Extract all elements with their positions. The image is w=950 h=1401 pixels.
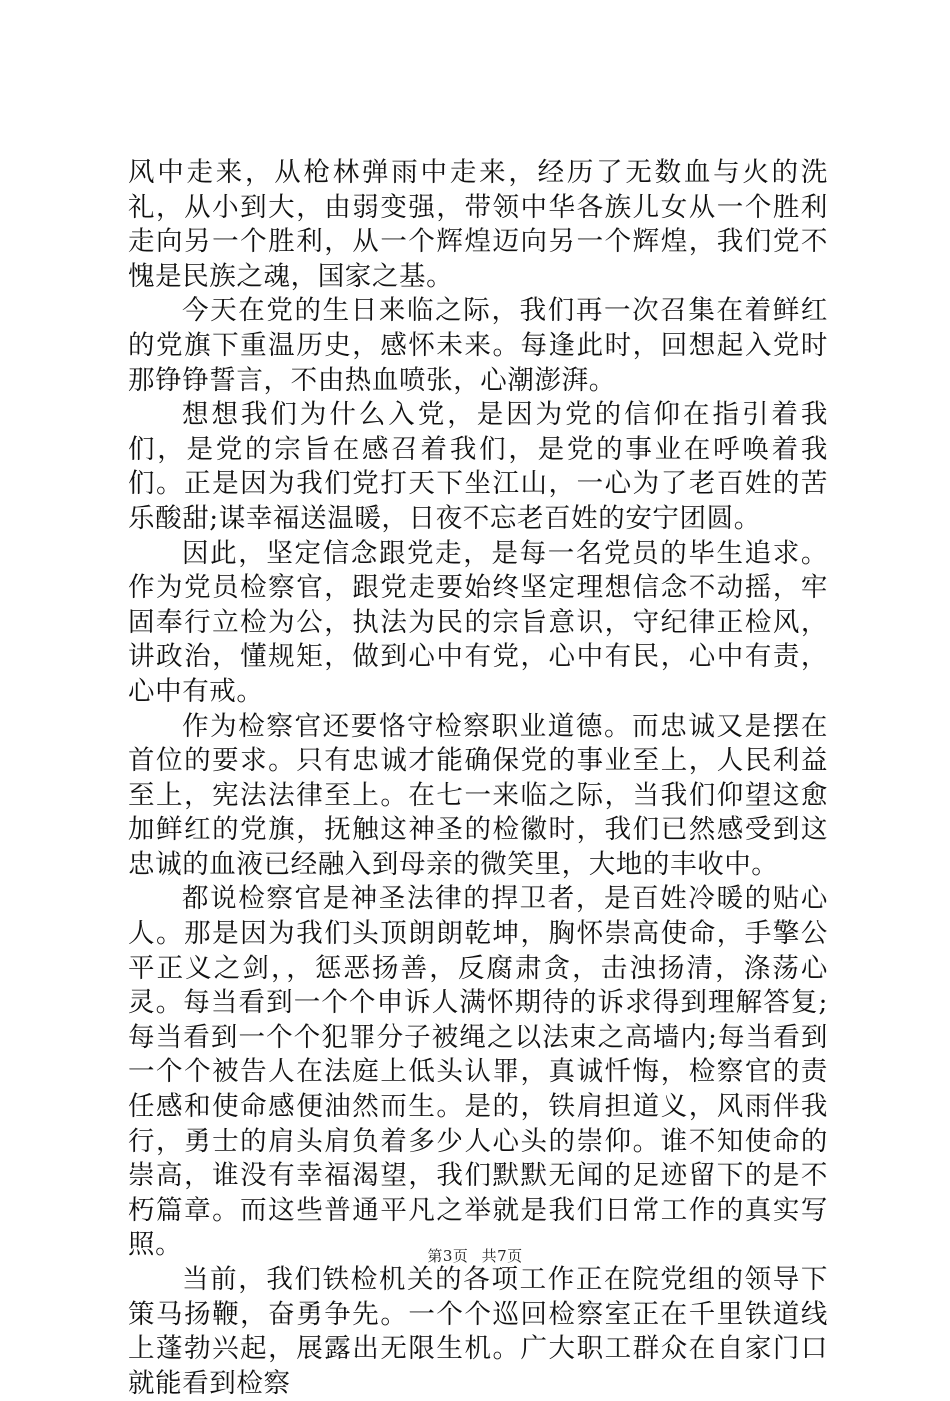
paragraph: 都说检察官是神圣法律的捍卫者，是百姓冷暖的贴心人。那是因为我们头顶朗朗乾坤，胸怀崇高使命，手擎公平正义之剑，，惩恶扬善，反腐肃贪，击浊扬清，涤荡心灵。每当看到一个个申诉人满怀期待的诉求得到理解答复;每当看到一个个犯罪分子被绳之以法束之高墙内;每当看到一个个被告人在法庭上低头认罪，真诚忏悔，检察官的责任感和使命感便油然而生。是的，铁肩担道义，风雨伴我行，勇士的肩头肩负着多少人心头的崇仰。谁不知使命的崇高，谁没有幸福渴望，我们默默无闻的足迹留下的是不朽篇章。而这些普通平凡之举就是我们日常工作的真实写照。 bbox=[128, 883, 828, 1261]
page-footer bbox=[0, 1245, 950, 1266]
paragraph: 因此，坚定信念跟党走，是每一名党员的毕生追求。作为党员检察官，跟党走要始终坚定理想信念不动摇，牢固奉行立检为公，执法为民的宗旨意识，守纪律正检风，讲政治，懂规矩，做到心中有党，心中有民，心中有责，心中有戒。 bbox=[128, 537, 828, 707]
paragraph: 今天在党的生日来临之际，我们再一次召集在着鲜红的党旗下重温历史，感怀未来。每逢此时，回想起入党时那铮铮誓言，不由热血喷张，心潮澎湃。 bbox=[128, 295, 828, 396]
page-total: 共7页 bbox=[481, 1247, 523, 1265]
paragraph: 当前，我们铁检机关的各项工作正在院党组的领导下策马扬鞭，奋勇争先。一个个巡回检察室正在千里铁道线上蓬勃兴起，展露出无限生机。广大职工群众在自家门口就能看到检察 bbox=[128, 1264, 828, 1399]
page-number: 第3页 bbox=[427, 1247, 469, 1265]
paragraph: 想想我们为什么入党，是因为党的信仰在指引着我们，是党的宗旨在感召着我们，是党的事业在呼唤着我们。正是因为我们党打天下坐江山，一心为了老百姓的苦乐酸甜;谋幸福送温暖，日夜不忘老百姓的安宁团圆。 bbox=[128, 399, 828, 534]
paragraph: 风中走来，从枪林弹雨中走来，经历了无数血与火的洗礼，从小到大，由弱变强，带领中华各族儿女从一个胜利走向另一个胜利，从一个辉煌迈向另一个辉煌，我们党不愧是民族之魂，国家之基。 bbox=[128, 157, 828, 292]
document-body bbox=[128, 156, 828, 1401]
paragraph: 作为检察官还要恪守检察职业道德。而忠诚又是摆在首位的要求。只有忠诚才能确保党的事业至上，人民利益至上，宪法法律至上。在七一来临之际，当我们仰望这愈加鲜红的党旗，抚触这神圣的检徽时，我们已然感受到这忠诚的血液已经融入到母亲的微笑里，大地的丰收中。 bbox=[128, 710, 828, 880]
